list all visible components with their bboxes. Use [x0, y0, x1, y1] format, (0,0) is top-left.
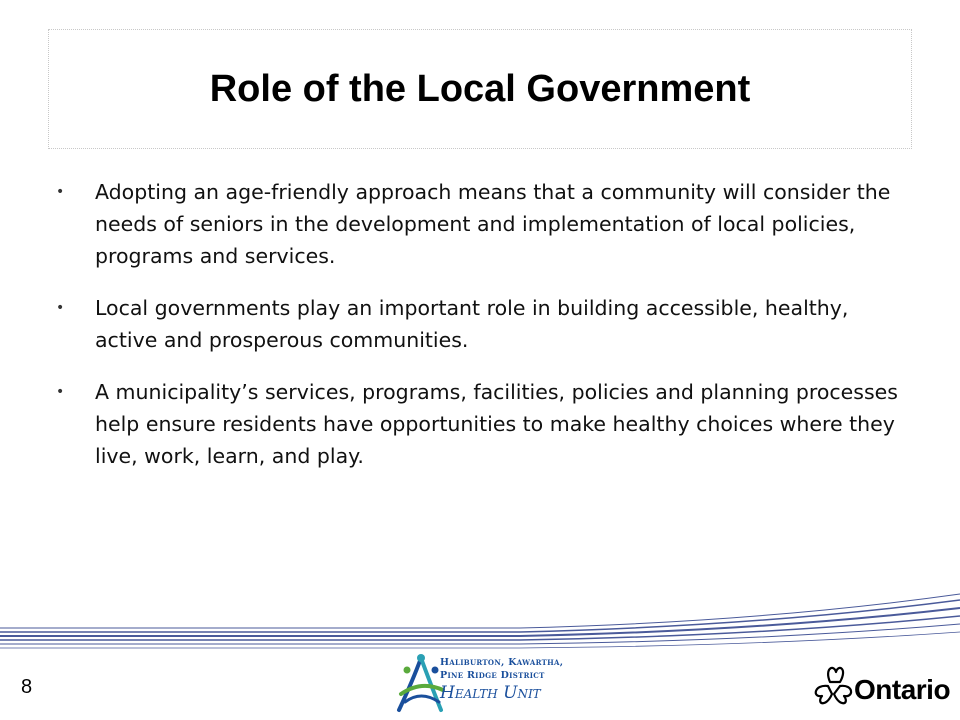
- bullet-marker: •: [56, 384, 65, 400]
- slide-title: Role of the Local Government: [209, 67, 751, 110]
- bullet-list: [56, 176, 906, 492]
- bullet-marker: •: [56, 300, 65, 316]
- logo-line-3: Health Unit: [440, 683, 541, 703]
- bullet-text: Adopting an age-friendly approach means that a community will consider the needs of seniors in the development and implementation of local policies, programs and services.: [95, 180, 891, 268]
- logo-line-1: Haliburton, Kawartha,: [440, 657, 564, 668]
- bullet-item: [56, 376, 906, 472]
- bullet-marker: •: [56, 184, 65, 200]
- title-box: [48, 29, 912, 149]
- page-number: 8: [21, 676, 33, 698]
- logo-line-2: Pine Ridge District: [440, 670, 545, 681]
- bullet-text: Local governments play an important role in building accessible, healthy, active and prosperous communities.: [95, 296, 849, 352]
- footer-decorative-lines: [0, 560, 960, 660]
- bullet-item: [56, 292, 906, 356]
- bullet-item: [56, 176, 906, 272]
- bullet-text: A municipality’s services, programs, facilities, policies and planning processes help ensure residents have opportunities to make healthy choices where they live, work, learn, and play.: [95, 380, 898, 468]
- ontario-wordmark: Ontario: [854, 674, 951, 705]
- health-unit-logo-text: [440, 656, 570, 704]
